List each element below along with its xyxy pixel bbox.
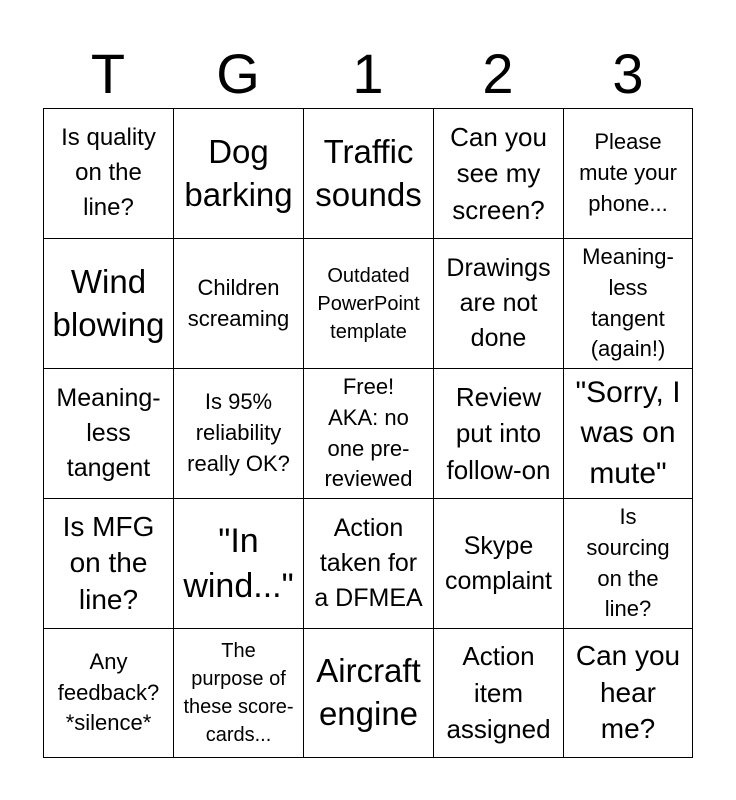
header-letter-1: T: [90, 42, 126, 105]
bingo-cell-r3c5[interactable]: "Sorry, I was on mute": [563, 368, 693, 498]
bingo-cell-r4c1[interactable]: Is MFG on the line?: [43, 498, 173, 628]
bingo-board: [43, 108, 693, 756]
bingo-cell-r5c5[interactable]: Can you hear me?: [563, 628, 693, 758]
bingo-cell-r5c3[interactable]: Aircraft engine: [303, 628, 433, 758]
bingo-cell-r5c1[interactable]: Any feedback? *silence*: [43, 628, 173, 758]
bingo-cell-r1c2[interactable]: Dog barking: [173, 108, 303, 238]
bingo-cell-r3c1[interactable]: Meaning- less tangent: [43, 368, 173, 498]
bingo-cell-r2c5[interactable]: Meaning- less tangent (again!): [563, 238, 693, 368]
bingo-cell-r1c3[interactable]: Traffic sounds: [303, 108, 433, 238]
bingo-cell-r2c4[interactable]: Drawings are not done: [433, 238, 563, 368]
bingo-cell-r2c1[interactable]: Wind blowing: [43, 238, 173, 368]
bingo-cell-r5c4[interactable]: Action item assigned: [433, 628, 563, 758]
bingo-cell-r3c2[interactable]: Is 95% reliability really OK?: [173, 368, 303, 498]
header-letter-5: 3: [612, 42, 644, 105]
bingo-cell-r4c5[interactable]: Is sourcing on the line?: [563, 498, 693, 628]
bingo-cell-r2c2[interactable]: Children screaming: [173, 238, 303, 368]
bingo-cell-r1c4[interactable]: Can you see my screen?: [433, 108, 563, 238]
bingo-cell-r5c2[interactable]: The purpose of these score- cards...: [173, 628, 303, 758]
bingo-cell-r2c3[interactable]: Outdated PowerPoint template: [303, 238, 433, 368]
bingo-cell-r4c2[interactable]: "In wind...": [173, 498, 303, 628]
bingo-cell-r4c4[interactable]: Skype complaint: [433, 498, 563, 628]
header-letter-4: 2: [482, 42, 514, 105]
header-letter-3: 1: [352, 42, 384, 105]
header-letter-2: G: [216, 42, 260, 105]
bingo-cell-r4c3[interactable]: Action taken for a DFMEA: [303, 498, 433, 628]
bingo-cell-r3c4[interactable]: Review put into follow-on: [433, 368, 563, 498]
bingo-cell-r1c5[interactable]: Please mute your phone...: [563, 108, 693, 238]
bingo-cell-r1c1[interactable]: Is quality on the line?: [43, 108, 173, 238]
bingo-header: [43, 40, 693, 108]
bingo-cell-r3c3[interactable]: Free! AKA: no one pre- reviewed: [303, 368, 433, 498]
